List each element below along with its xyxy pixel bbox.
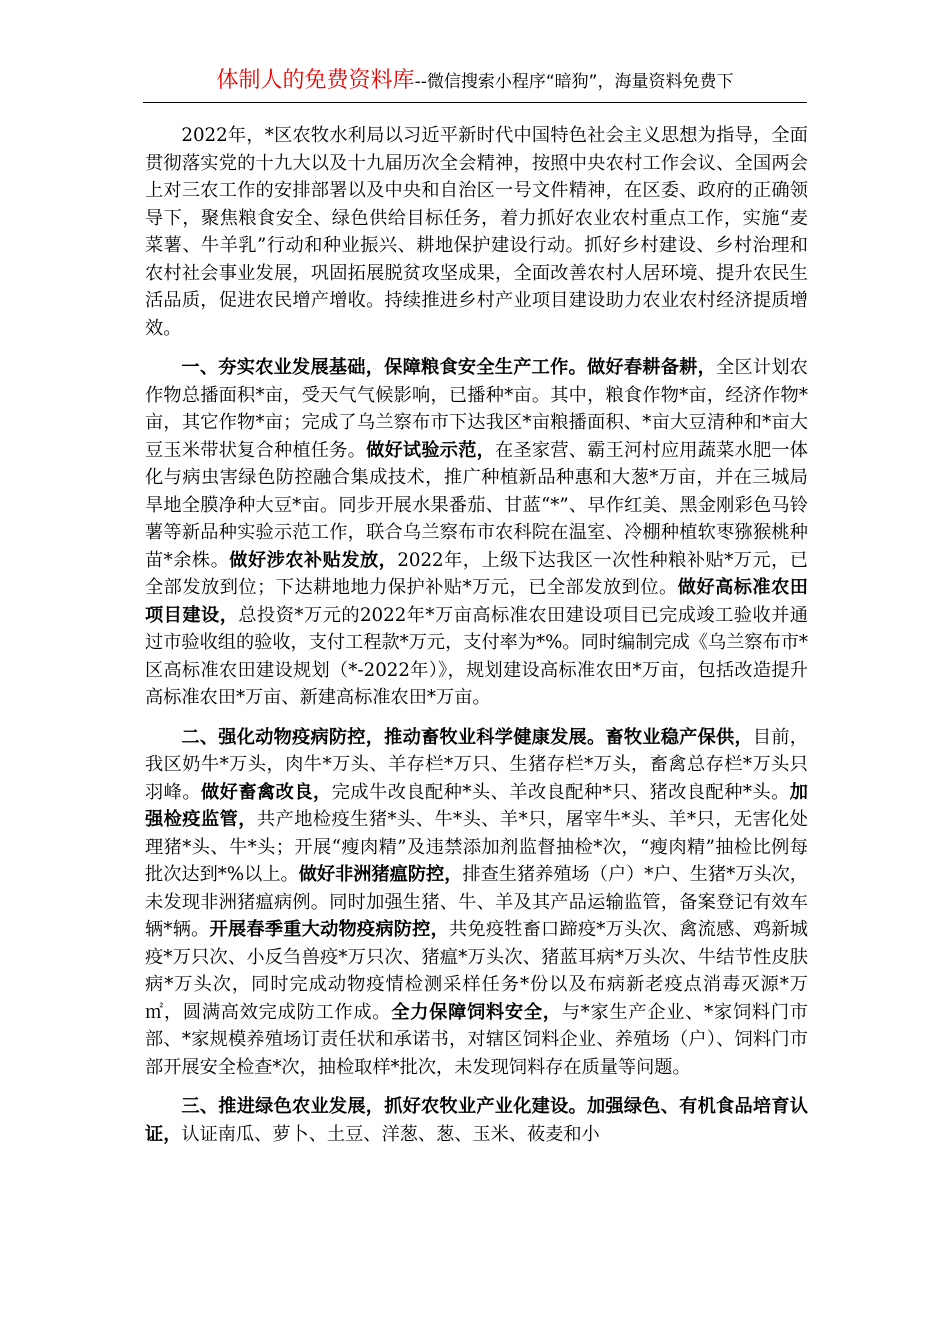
section-2-sub-6-text: 与*家生产企业、*家饲料门市部、*家规模养殖场订责任状和承诺书，对辖区饲料企业、养殖场（户）、饲料门市部开展安全检查*次，抽检取样*批次，未发现饲料存在质量等问题。 [145, 1001, 808, 1078]
section-3-sub-1-text: 认证南瓜、萝卜、土豆、洋葱、葱、玉米、莜麦和小 [181, 1123, 600, 1145]
intro-text: 2022年，*区农牧水利局以习近平新时代中国特色社会主义思想为指导，全面贯彻落实党的十九大以及十九届历次全会精神，按照中央农村工作会议、全国两会上对三农工作的安排部署以及中央和自治区一号文件精神，在区委、政府的正确领导下，聚焦粮食安全、绿色供给目标任务，着力抓好农业农村重点工作，实施“麦菜薯、牛羊乳”行动和种业振兴、耕地保护建设行动。抓好乡村建设、乡村治理和农村社会事业发展，巩固拓展脱贫攻坚成果，全面改善农村人居环境、提升农民生活品质，促进农民增产增收。持续推进乡村产业项目建设助力农业农村经济提质增效。 [145, 125, 808, 339]
section-2-paragraph [145, 724, 808, 1082]
section-1-sub-4-text: 总投资*万元的2022年*万亩高标准农田建设项目已完成竣工验收并通过市验收组的验收，支付工程款*万元，支付率为*%。同时编制完成《乌兰察布市*区高标准农田建设规划（*-2022年）》，规划建设高标准农田*万亩，包括改造提升高标准农田*万亩、新建高标准农田*万亩。 [145, 604, 808, 708]
section-2-sub-3-text: 共产地检疫生猪*头、牛*头、羊*只，屠宰牛*头、羊*只，无害化处理猪*头、牛*头；开展“瘦肉精”及违禁添加剂监督抽检*次，“瘦肉精”抽检比例每批次达到*%以上。 [145, 809, 808, 885]
section-2-sub-1-title: 畜牧业稳产保供， [605, 726, 753, 748]
section-1-sub-2-text: 在圣家营、霸王河村应用蔬菜水肥一体化与病虫害绿色防控融合集成技术，推广种植新品种惠和大葱*万亩，并在三城局旱地全膜净种大豆*亩。同步开展水果番茄、甘蓝“*”、早作红美、黑金刚彩色马铃薯等新品种实验示范工作，联合乌兰察布市农科院在温室、冷棚种植软枣猕猴桃种苗*余株。 [145, 439, 808, 571]
section-3-heading: 三、推进绿色农业发展，抓好农牧业产业化建设。 [181, 1096, 587, 1117]
page-header [0, 66, 950, 97]
section-2-sub-2-text: 完成牛改良配种*头、羊改良配种*只、猪改良配种*头。 [331, 781, 790, 803]
section-1-paragraph [145, 354, 808, 712]
section-2-sub-4-text: 排查生猪养殖场（户）*户、生猪*万头次，未发现非洲猪瘟病例。同时加强生猪、牛、羊及其产品运输监管，备案登记有效车辆*辆。 [145, 864, 808, 940]
section-2-sub-3-title: 加强检疫监管， [145, 781, 808, 830]
section-1-sub-3-text: 2022年，上级下达我区一次性种粮补贴*万元，已全部发放到位；下达耕地地力保护补贴*万元，已全部发放到位。 [145, 549, 808, 598]
section-1-sub-4-title: 做好高标准农田项目建设， [145, 577, 808, 626]
section-3-paragraph [145, 1093, 808, 1148]
section-3-sub-1-title: 加强绿色、有机食品培育认证， [145, 1096, 808, 1145]
header-subtitle: --微信搜索小程序“暗狗”，海量资料免费下 [414, 72, 734, 92]
section-1-heading: 一、夯实农业发展基础，保障粮食安全生产工作。 [181, 357, 587, 378]
section-1-sub-1-text: 全区计划农作物总播面积*亩，受天气气候影响，已播种*亩。其中，粮食作物*亩，经济作物*亩，其它作物*亩；完成了乌兰察布市下达我区*亩粮播面积、*亩大豆清种和*亩大豆玉米带状复合种植任务。 [145, 357, 808, 461]
section-1-sub-1-title: 做好春耕备耕， [586, 357, 717, 378]
section-1-sub-2-title: 做好试验示范， [366, 439, 496, 461]
section-1-sub-3-title: 做好涉农补贴发放， [229, 549, 398, 571]
section-2-sub-5-text: 共免疫牲畜口蹄疫*万头次、禽流感、鸡新城疫*万只次、小反刍兽疫*万只次、猪瘟*万头次、猪蓝耳病*万头次、牛结节性皮肤病*万头次，同时完成动物疫情检测采样任务*份以及布病新老疫点消毒灭源*万㎡，圆满高效完成防工作成。 [145, 919, 808, 1023]
header-divider [143, 102, 807, 103]
section-2-sub-1-text: 目前，我区奶牛*万头，肉牛*万头、羊存栏*万只、生猪存栏*万头，畜禽总存栏*万头只羽峰。 [145, 726, 808, 803]
intro-paragraph [145, 122, 808, 342]
document-body [145, 122, 808, 1160]
section-2-sub-4-title: 做好非洲猪瘟防控， [298, 864, 463, 885]
section-2-sub-2-title: 做好畜禽改良， [201, 781, 332, 803]
section-2-sub-5-title: 开展春季重大动物疫病防控， [209, 919, 449, 940]
section-2-heading: 二、强化动物疫病防控，推动畜牧业科学健康发展。 [181, 726, 606, 748]
header-brand: 体制人的免费资料库 [216, 68, 415, 93]
section-2-sub-6-title: 全力保障饲料安全， [391, 1001, 562, 1023]
